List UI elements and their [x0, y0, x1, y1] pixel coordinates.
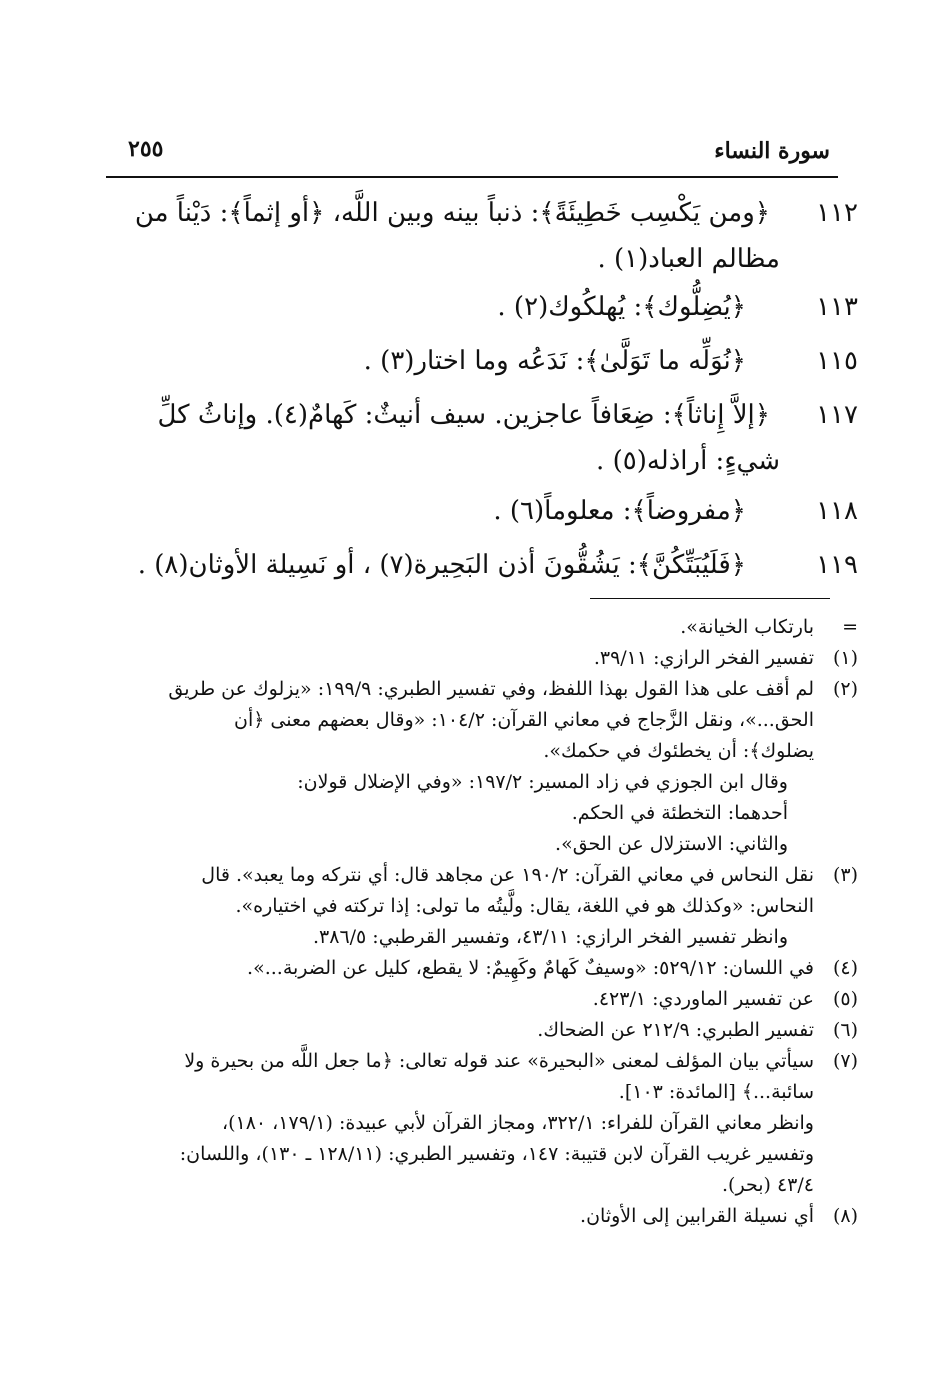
gloss-line: شيءٍ: أراذله(٥) .	[596, 446, 780, 476]
gloss-entry	[108, 542, 858, 588]
footnote	[106, 1015, 858, 1046]
gloss-line: ﴿فَلَيُبَتِّكُنَّ﴾: يَشُقُّونَ أذن البَحِيرة(٧) ، أو نَسِيلة الأوثان(٨) .	[137, 550, 746, 580]
footnote-line: تفسير الفخر الرازي: ٣٩/١١.	[593, 647, 814, 669]
gloss-line: ﴿إلاَّ إِناثاً﴾: ضِعَافاً عاجزين. سيف أنيثٌ: كَهامٌ(٤). وإناثُ كلِّ	[157, 400, 770, 430]
verse-number: ١١٨	[816, 496, 858, 526]
footnotes	[106, 612, 858, 1232]
footnote-line: في اللسان: ٥٢٩/١٢: «وسيفٌ كَهامٌ وكَهِيمٌ: لا يقطع، كليل عن الضربة...».	[247, 957, 814, 979]
surah-title: سورة النساء	[714, 138, 830, 164]
footnote-line: وانظر معاني القرآن للفراء: ٣٢٢/١، ومجاز القرآن لأبي عبيدة: (١٧٩/١، ١٨٠)،	[221, 1112, 814, 1134]
footnote	[106, 984, 858, 1015]
footnote-line: لم أقف على هذا القول بهذا اللفظ، وفي تفسير الطبري: ١٩٩/٩: «يزلوك عن طريق	[168, 678, 814, 700]
footnote-number: (٧)	[832, 1050, 858, 1072]
footnote-line: وتفسير غريب القرآن لابن قتيبة: ١٤٧، وتفسير الطبري: (١٢٨/١١ ـ ١٣٠)، واللسان:	[179, 1143, 814, 1165]
footnote	[106, 674, 858, 860]
footnote-line: أحدهما: التخطئة في الحكم.	[571, 802, 788, 824]
footnote-line: بارتكاب الخيانة».	[680, 616, 814, 638]
footnote-number: (٥)	[832, 988, 858, 1010]
footnote-number: (٣)	[832, 864, 858, 886]
footnote-line: وانظر تفسير الفخر الرازي: ٤٣/١١، وتفسير القرطبي: ٣٨٦/٥.	[312, 926, 788, 948]
footnote-line: تفسير الطبري: ٢١٢/٩ عن الضحاك.	[537, 1019, 814, 1041]
footnote-rule	[590, 598, 830, 599]
footnote	[106, 953, 858, 984]
gloss-line: ﴿مفروضاً﴾: معلوماً(٦) .	[493, 496, 746, 526]
footnote-line: سائبة...﴾ [المائدة: ١٠٣].	[618, 1081, 814, 1103]
footnote-line: ٤٣/٤ (بحر).	[722, 1174, 814, 1196]
footnote	[106, 1201, 858, 1232]
gloss-entry	[108, 392, 858, 484]
footnote	[106, 860, 858, 953]
verse-number: ١١٧	[816, 400, 858, 430]
footnote-number: =	[842, 616, 858, 638]
verse-number: ١١٢	[816, 198, 858, 228]
footnote-number: (٤)	[832, 957, 858, 979]
verse-number: ١١٣	[816, 292, 858, 322]
gloss-line: مظالم العباد(١) .	[597, 244, 780, 274]
footnote-line: نقل النحاس في معاني القرآن: ١٩٠/٢ عن مجاهد قال: أي نتركه وما يعبد». قال	[201, 864, 814, 886]
footnote-line: سيأتي بيان المؤلف لمعنى «البحيرة» عند قوله تعالى: ﴿ما جعل اللَّه من بحيرة ولا	[184, 1050, 814, 1072]
footnote-number: (٦)	[832, 1019, 858, 1041]
page-number: ٢٥٥	[128, 136, 164, 162]
footnote	[106, 1046, 858, 1201]
footnote	[106, 643, 858, 674]
gloss-entry	[108, 284, 858, 330]
gloss-entry	[108, 488, 858, 534]
footnote-number: (١)	[832, 647, 858, 669]
verse-number: ١١٩	[816, 550, 858, 580]
gloss-entry	[108, 190, 858, 282]
footnote-line: وقال ابن الجوزي في زاد المسير: ١٩٧/٢: «وفي الإضلال قولان:	[297, 771, 788, 793]
page-header	[108, 130, 830, 170]
footnote-line: أي نسيلة القرابين إلى الأوثان.	[580, 1205, 814, 1227]
footnote-number: (٢)	[832, 678, 858, 700]
footnote-line: النحاس: «وكذلك هو في اللغة، يقال: ولَّيتُه ما تولى: إذا تركته في اختياره».	[235, 895, 814, 917]
verse-number: ١١٥	[816, 346, 858, 376]
footnote-line: عن تفسير الماوردي: ٤٢٣/١.	[592, 988, 814, 1010]
footnote-line: يضلوك﴾: أن يخطئوك في حكمك».	[543, 740, 814, 762]
gloss-line: ﴿نُوَلِّه ما تَوَلَّىٰ﴾: نَدَعُه وما اختار(٣) .	[363, 346, 746, 376]
footnote-line: الحق...»، ونقل الزَّجاج في معاني القرآن: ١٠٤/٢: «وقال بعضهم معنى ﴿أن	[234, 709, 814, 731]
gloss-entry	[108, 338, 858, 384]
gloss-line: ﴿يُضِلُّوك﴾: يُهلكُوك(٢) .	[497, 292, 746, 322]
footnote	[106, 612, 858, 643]
gloss-line: ﴿ومن يَكْسِب خَطِيئَةً﴾: ذنباً بينه وبين اللَّه، ﴿أو إثماً﴾: دَيْناً من	[134, 198, 770, 228]
footnote-line: والثاني: الاستزلال عن الحق».	[555, 833, 788, 855]
footnote-number: (٨)	[832, 1205, 858, 1227]
header-rule	[106, 176, 838, 178]
